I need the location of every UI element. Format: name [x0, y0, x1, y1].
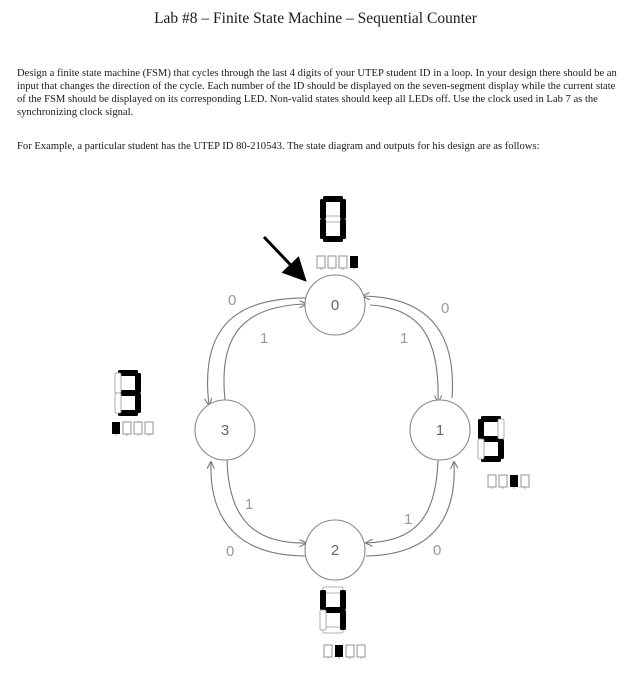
segment-f	[320, 590, 326, 610]
segment-b	[498, 419, 504, 439]
led-3-off	[145, 422, 153, 434]
led-2-on	[510, 475, 518, 487]
led-row-state-0	[317, 256, 358, 270]
state-0-label: 0	[330, 297, 340, 314]
transition-s0-to-s3	[208, 298, 312, 405]
state-2-label: 2	[330, 542, 340, 559]
segment-e	[320, 610, 326, 630]
seven-segment-display-state-0	[320, 196, 346, 242]
segment-e	[115, 393, 121, 413]
seven-segment-display-state-3	[115, 370, 141, 416]
assignment-paragraph: Design a finite state machine (FSM) that cycles through the last 4 digits of your UTEP student ID in a loop. In your design there should be an input that changes the direction of the cycle. Each number of the ID should be displayed on the seven-segment display while the current state of the FSM should be displayed on its corresponding LED. Non-valid states should keep all LEDs off. Use the clock used in Lab 7 as the synchronizing clock signal.	[17, 68, 617, 118]
segment-c	[498, 439, 504, 459]
led-1-on	[335, 645, 343, 657]
led-3-off	[521, 475, 529, 487]
segment-c	[340, 610, 346, 630]
state-1-label: 1	[435, 422, 445, 439]
segment-f	[115, 373, 121, 393]
led-0-off	[324, 645, 332, 657]
example-paragraph: For Example, a particular student has the UTEP ID 80-210543. The state diagram and outputs for his design are as follows:	[17, 141, 540, 152]
segment-c	[135, 393, 141, 413]
transition-s0-to-s1	[370, 305, 438, 402]
transition-s1-to-s2	[366, 460, 438, 543]
label-s3-s2: 1	[245, 496, 254, 513]
transition-s2-to-s3	[211, 462, 306, 556]
led-1-off	[499, 475, 507, 487]
led-2-off	[134, 422, 142, 434]
segment-b	[340, 590, 346, 610]
segment-b	[135, 373, 141, 393]
segment-e	[478, 439, 484, 459]
led-0-off	[488, 475, 496, 487]
transition-s3-to-s0	[224, 304, 306, 400]
state-3-label: 3	[220, 422, 230, 439]
segment-b	[340, 199, 346, 219]
start-arrow	[264, 237, 305, 280]
label-s3-s0: 1	[260, 330, 269, 347]
led-0-off	[317, 256, 325, 268]
label-s1-s2: 1	[404, 511, 413, 528]
segment-f	[478, 419, 484, 439]
segment-f	[320, 199, 326, 219]
led-row-state-2	[324, 645, 365, 659]
page-title: Lab #8 – Finite State Machine – Sequential Counter	[154, 10, 477, 27]
led-2-off	[346, 645, 354, 657]
label-s2-s3: 0	[226, 543, 235, 560]
segment-c	[340, 219, 346, 239]
segment-e	[320, 219, 326, 239]
led-3-off	[357, 645, 365, 657]
led-2-off	[339, 256, 347, 268]
led-row-state-3	[112, 422, 153, 436]
led-3-on	[350, 256, 358, 268]
seven-segment-display-state-1	[478, 416, 504, 462]
label-s0-s3: 0	[228, 292, 237, 309]
seven-segment-display-state-2	[320, 587, 346, 633]
label-s1-s0: 0	[441, 300, 450, 317]
led-1-off	[123, 422, 131, 434]
label-s0-s1: 1	[400, 330, 409, 347]
led-row-state-1	[488, 475, 529, 489]
transition-s3-to-s2	[227, 458, 306, 543]
label-s2-s1: 0	[433, 542, 442, 559]
transition-s1-to-s0	[363, 296, 452, 398]
led-1-off	[328, 256, 336, 268]
led-0-on	[112, 422, 120, 434]
